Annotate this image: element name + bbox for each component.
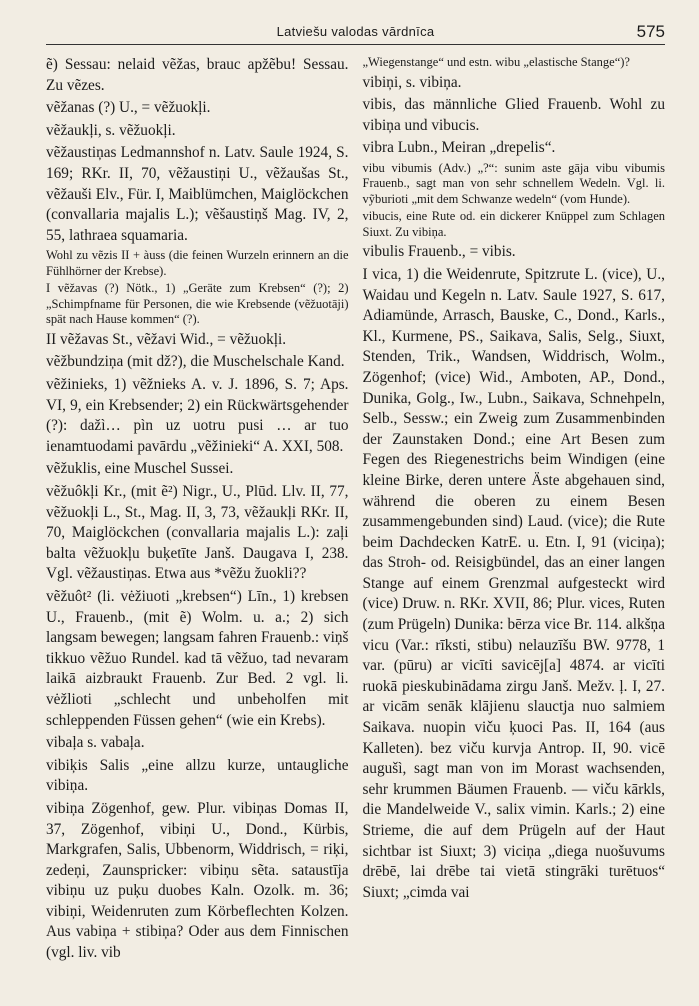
dictionary-entry: vẽžuôkļi Kr., (mit ẽ²) Nigr., U., Plūd. Llv. II, 77, vẽžuokļi L., St., Mag. II, 3, 73, vẽžaukļi RKr. II, 70, Maiglöckchen (convallaria majalis L.): zaļi balta vẽžuokļu buķetīte Janš. Daugava I, 238. Vgl. vẽžaustiņas. Etwa aus *vẽžu žuokli??	[46, 483, 349, 583]
text-columns	[46, 55, 665, 966]
dictionary-entry: vibra Lubn., Meiran „drepelis“.	[362, 139, 556, 157]
dictionary-entry: II vẽžavas St., vẽžavi Wid., = vẽžuokļi.	[46, 330, 287, 348]
dictionary-entry: vẽžbundziņa (mit dž?), die Muschelschale Kand.	[46, 353, 345, 371]
dictionary-entry: „Wiegenstange“ und estn. wibu „elastische Stange“)?	[362, 55, 630, 69]
dictionary-entry: Wohl zu vẽzis II + àuss (die feinen Wurzeln erinnern an die Fühlhörner der Krebse).	[46, 248, 349, 278]
dictionary-entry: vibulis Frauenb., = vibis.	[362, 243, 516, 261]
dictionary-entry: vẽžaustiņas Ledmannshof n. Latv. Saule 1924, S. 169; RKr. II, 70, vẽžaustiņi U., vẽžaušas St., vẽžauši Elv., Für. I, Maiblümchen, Maiglöckchen (convallaria majalis L.); vẽšaustiņš Mag. IV, 2, 55, lathraea squamaria.	[46, 144, 349, 244]
running-header	[46, 22, 665, 45]
dictionary-entry: vẽžaukļi, s. vẽžuokļi.	[46, 121, 176, 139]
running-title: Latviešu valodas vārdnīca	[276, 24, 435, 39]
dictionary-entry: vibiķis Salis „eine allzu kurze, untaugliche vibiņa.	[46, 756, 349, 795]
dictionary-entry: vẽžinieks, 1) vẽžnieks A. v. J. 1896, S. 7; Aps. VI, 9, ein Krebsender; 2) ein Rückwärtsgehender (?): dažì… pìn uz uotru pusi … ar tuo ienamtuodami pavārdu „vẽžinieki“ A. XXI, 508.	[46, 376, 349, 455]
right-column	[363, 55, 666, 966]
dictionary-entry: vibiņi, s. vibiņa.	[362, 73, 462, 91]
left-column	[46, 55, 349, 966]
dictionary-entry: vibaļa s. vabaļa.	[46, 734, 145, 752]
dictionary-entry: I vẽžavas (?) Nötk., 1) „Geräte zum Krebsen“ (?); 2) „Schimpfname für Personen, die wie Krebsende (vẽžuotāji) spät nach Hause kommen“ (?).	[46, 281, 349, 327]
page-number: 575	[636, 22, 665, 41]
dictionary-entry: vẽžuôt² (li. vėžiuoti „krebsen“) Līn., 1) krebsen U., Frauenb., (mit ẽ) Wolm. u. a.; 2) sich langsam bewegen; langsam fahren Frauenb.: viņš tikkuo vẽžuo Rundel. kad tā vẽžuo, tad nevaram laikā aizbraukt Frauenb. Zur Bed. 2 vgl. li. vėžlioti „schlecht und unbeholfen mit schleppenden Füssen gehen“ (wie ein Krebs).	[46, 587, 349, 729]
dictionary-entry: ẽ) Sessau: nelaid vẽžas, brauc apžẽbu! Sessau. Zu vẽzes.	[46, 56, 349, 94]
dictionary-entry: vibiņa Zögenhof, gew. Plur. vibiņas Domas II, 37, Zögenhof, vibiņi U., Dond., Kürbis, Markgrafen, Salis, Ubbenorm, Widdrisch, = riķi, zedeņi, Zaunspricker: vibiņu sẽta. sataustīja vibiņu uz puķu duobes Kaln. Ozolk. m. 36; vibiņi, Weidenruten zum Körbeflechten Kolzen. Aus vabiņa + stibiņa? Oder aus dem Finnischen (vgl. liv. vib	[46, 799, 349, 962]
dictionary-entry: vẽžanas (?) U., = vẽžuokļi.	[46, 99, 211, 117]
dictionary-entry: vibu vibumis (Adv.) „?“: sunim aste gāja vibu vibumis Frauenb., sagt man von sehr schnellem Wedeln. Vgl. li. vỹburioti „mit dem Schwanze wedeln“ (vom Hunde).	[362, 160, 665, 206]
dictionary-entry: vẽžuklis, eine Muschel Sussei.	[46, 460, 234, 478]
dictionary-entry: I vica, 1) die Weidenrute, Spitzrute L. (vice), U., Waidau und Kegeln n. Latv. Saule 1927, S. 617, Adiamünde, Arrasch, Bauske, C., Dond., Karls., Kl., Kurmene, PS., Saikava, Salis, Selg., Siuxt, Stenden, Trik., Wandsen, Widdrisch, Wolm., Zögenhof; (vice) Wid., Amboten, AP., Dond., Dunika, Golg., Iw., Lubn., Saikava, Schnehpeln, Selb., Sessw.; ein Zweig zum Zusammenbinden der Zaunstaken Dond.; eine Art Besen zum Fegen des Riegenestrichs beim Windigen (eine kleine Birke, deren untere Äste abgehauen sind, während die oberen zu einem Besen zusammengebunden sind) Laud. (vice); die Rute beim Dachdecken KatrE. u. Etn. I, 91 (viciņa); das Stroh- od. Reisigbündel, das an einer langen Stange auf einem Grenzmal aufgesteckt wird (vice) Druw. n. RKr. XVII, 86; Plur. vices, Ruten (zum Prügeln) Dunika: bērza vice Br. 114. alkšņa vicu (Var.: rīksti, stibu) nelauzīšu BW. 9778, 1 var. (pūru) ar vicīti savicēj[a] 4874. ar vicīti ruokā pieskubinādama zirgu Janš. Mežv. ļ. I, 27. ar vicām senāk klājienu slauctja nuo salmiem Saikava. nuopin viču ķuoci Pas. II, 164 (aus Kalleten). bez viču kurvja Antrop. II, 90. vicē augušì, sagt man von im Morast wachsenden, sehr krummen Bäumen Frauenb. — viču kārkls, die Mandelweide V., salix vimin. Karls.; 2) eine Strieme, die auf dem Prügeln auf der Haut sichtbar ist Siuxt; 3) viciņa „diega nuošuvums drēbē, lai drēbe tai vietā stingrāki turētuos“ Siuxt; „cimda vai	[362, 265, 665, 901]
dictionary-entry: vibucis, eine Rute od. ein dickerer Knüppel zum Schlagen Siuxt. Zu vibiņa.	[362, 209, 665, 239]
dictionary-entry: vibis, das männliche Glied Frauenb. Wohl zu vibiņa und vibucis.	[362, 96, 665, 134]
